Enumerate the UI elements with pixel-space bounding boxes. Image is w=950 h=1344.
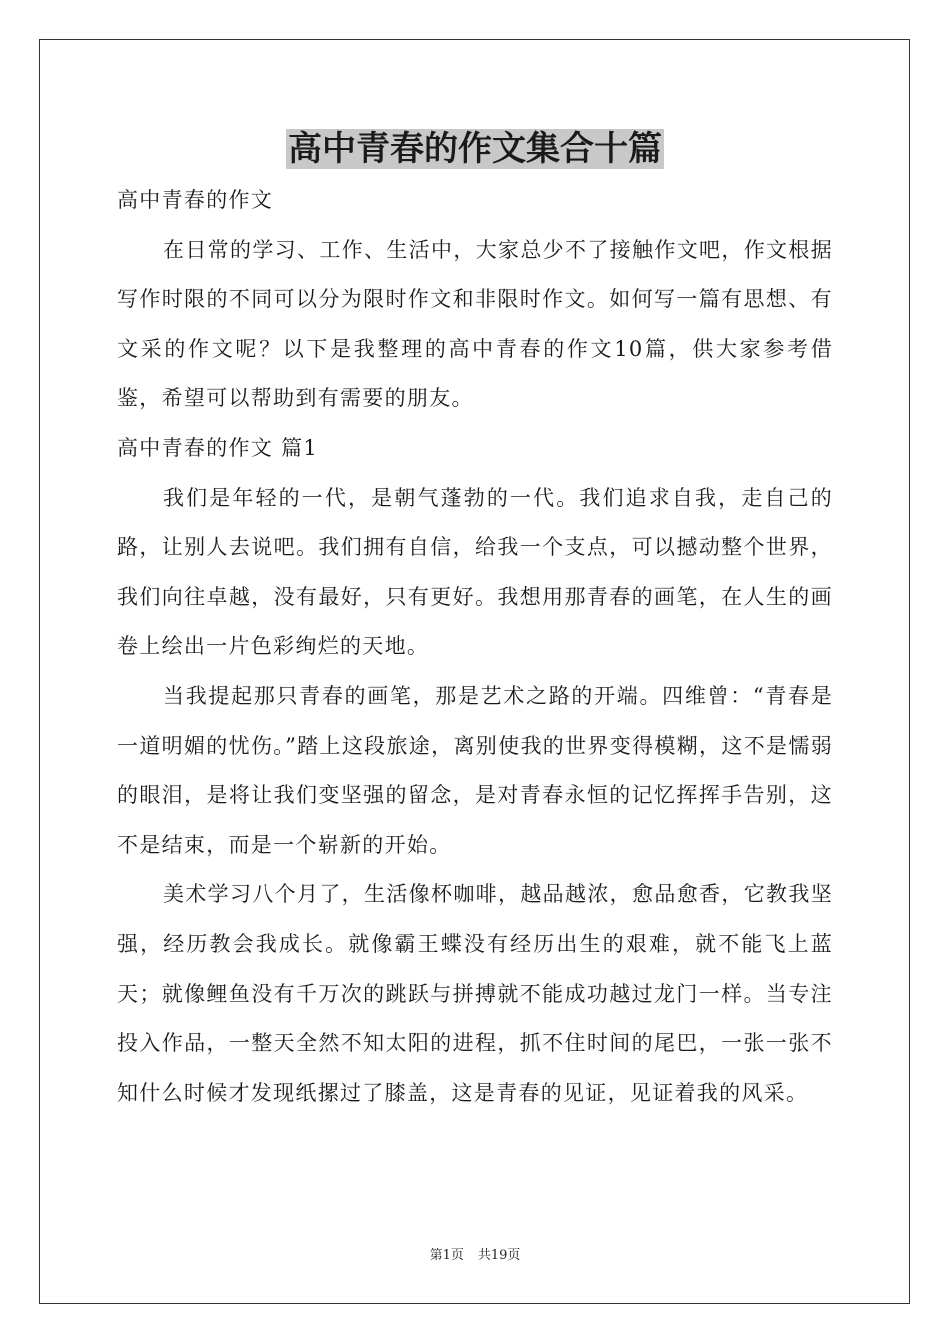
page-total: 共19页	[477, 1248, 521, 1263]
document-body	[117, 176, 833, 1118]
document-title-text: 高中青春的作文集合十篇	[288, 129, 662, 169]
section-heading: 高中青春的作文	[117, 188, 274, 212]
intro-paragraph: 在日常的学习、工作、生活中，大家总少不了接触作文吧，作文根据写作时限的不同可以分为限时作文和非限时作文。如何写一篇有思想、有文采的作文呢？以下是我整理的高中青春的作文10篇，供大家参考借鉴，希望可以帮助到有需要的朋友。	[117, 237, 833, 411]
body-paragraph: 当我提起那只青春的画笔，那是艺术之路的开端。四维曾：“青春是一道明媚的忧伤。”踏上这段旅途，离别使我的世界变得模糊，这不是懦弱的眼泪，是将让我们变坚强的留念，是对青春永恒的记忆挥挥手告别，这不是结束，而是一个崭新的开始。	[117, 683, 833, 857]
essay-heading: 高中青春的作文 篇1	[117, 435, 319, 460]
body-paragraph: 美术学习八个月了，生活像杯咖啡，越品越浓，愈品愈香，它教我坚强，经历教会我成长。就像霸王蝶没有经历出生的艰难，就不能飞上蓝天；就像鲤鱼没有千万次的跳跃与拼搏就不能成功越过龙门一样。当专注投入作品，一整天全然不知太阳的进程，抓不住时间的尾巴，一张一张不知什么时候才发现纸摞过了膝盖，这是青春的见证，见证着我的风采。	[117, 882, 833, 1105]
page-footer	[0, 1247, 950, 1265]
body-paragraph: 我们是年轻的一代，是朝气蓬勃的一代。我们追求自我，走自己的路，让别人去说吧。我们拥有自信，给我一个支点，可以撼动整个世界，我们向往卓越，没有最好，只有更好。我想用那青春的画笔，在人生的画卷上绘出一片色彩绚烂的天地。	[117, 485, 833, 659]
document-title	[0, 124, 950, 174]
page-number: 第1页	[429, 1248, 464, 1263]
